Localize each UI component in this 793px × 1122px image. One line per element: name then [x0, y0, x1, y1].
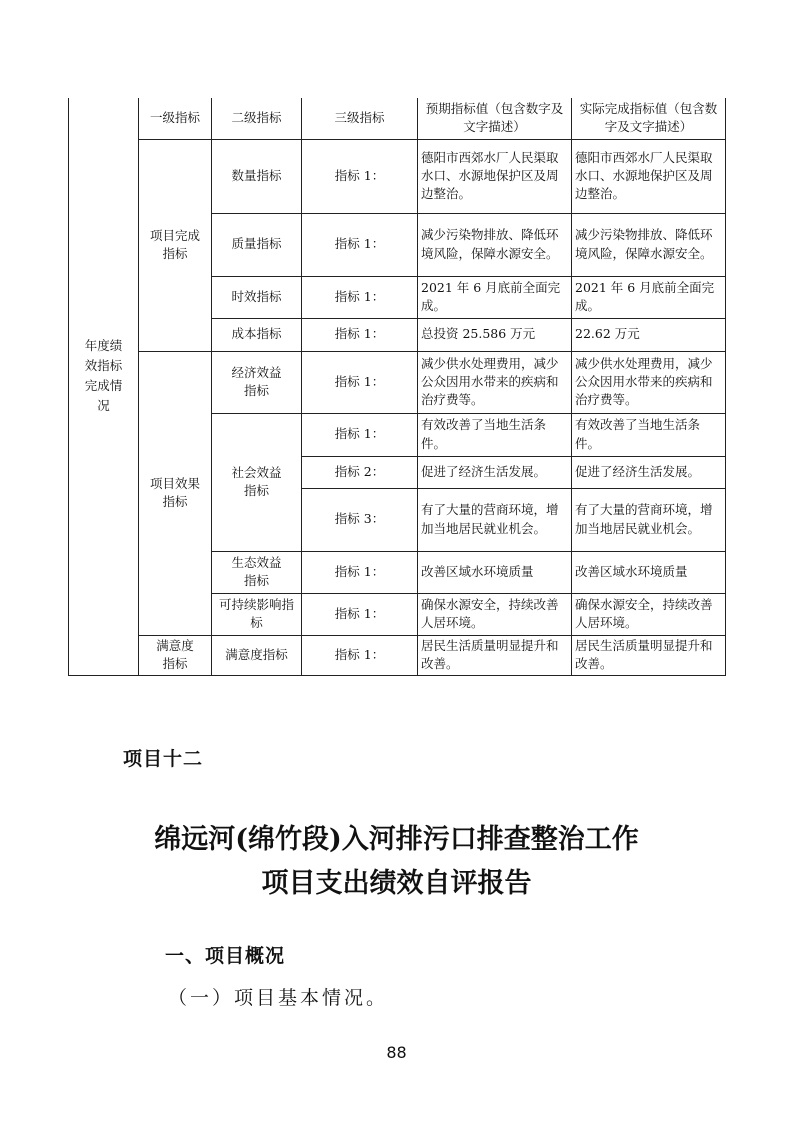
level3-cell: 指标 1：: [302, 318, 418, 351]
actual-cell: 促进了经济生活发展。: [572, 456, 726, 488]
expected-cell: 有效改善了当地生活条件。: [418, 413, 572, 456]
project-number: 项目十二: [123, 748, 204, 770]
actual-cell: 2021 年 6 月底前全面完成。: [572, 276, 726, 318]
expected-cell: 德阳市西郊水厂人民渠取水口、水源地保护区及周边整治。: [418, 139, 572, 213]
page-number: 88: [386, 1043, 407, 1062]
level2-cell: 社会效益指标: [212, 413, 302, 551]
level2-cell: 可持续影响指标: [212, 593, 302, 635]
expected-cell: 2021 年 6 月底前全面完成。: [418, 276, 572, 318]
report-title-line1: 绵远河(绵竹段)入河排污口排查整治工作: [154, 824, 639, 855]
level2-cell: 质量指标: [212, 213, 302, 276]
expected-cell: 居民生活质量明显提升和改善。: [418, 635, 572, 675]
actual-cell: 有效改善了当地生活条件。: [572, 413, 726, 456]
header-level2: 二级指标: [212, 98, 302, 139]
level2-cell: 时效指标: [212, 276, 302, 318]
group-effect: 项目效果指标: [139, 351, 212, 635]
header-level3: 三级指标: [302, 98, 418, 139]
expected-cell: 总投资 25.586 万元: [418, 318, 572, 351]
expected-cell: 减少污染物排放、降低环境风险，保障水源安全。: [418, 213, 572, 276]
performance-table: [68, 98, 726, 676]
level3-cell: 指标 1：: [302, 276, 418, 318]
level3-cell: 指标 1：: [302, 551, 418, 593]
actual-cell: 减少污染物排放、降低环境风险，保障水源安全。: [572, 213, 726, 276]
expected-cell: 减少供水处理费用，减少公众因用水带来的疾病和治疗费等。: [418, 351, 572, 413]
level3-cell: 指标 1：: [302, 139, 418, 213]
actual-cell: 德阳市西郊水厂人民渠取水口、水源地保护区及周边整治。: [572, 139, 726, 213]
level3-cell: 指标 1：: [302, 593, 418, 635]
level3-cell: 指标 3：: [302, 488, 418, 551]
level2-cell: 满意度指标: [212, 635, 302, 675]
report-title: [0, 818, 793, 906]
expected-cell: 改善区域水环境质量: [418, 551, 572, 593]
annual-performance-header: 年度绩效指标完成情况: [69, 98, 139, 675]
actual-cell: 22.62 万元: [572, 318, 726, 351]
actual-cell: 确保水源安全，持续改善人居环境。: [572, 593, 726, 635]
level3-cell: 指标 1：: [302, 213, 418, 276]
section-heading-overview: 一、项目概况: [165, 945, 286, 967]
actual-cell: 居民生活质量明显提升和改善。: [572, 635, 726, 675]
actual-cell: 有了大量的营商环境，增加当地居民就业机会。: [572, 488, 726, 551]
actual-cell: 减少供水处理费用，减少公众因用水带来的疾病和治疗费等。: [572, 351, 726, 413]
level3-cell: 指标 1：: [302, 351, 418, 413]
level3-cell: 指标 1：: [302, 635, 418, 675]
level2-cell: 生态效益指标: [212, 551, 302, 593]
expected-cell: 促进了经济生活发展。: [418, 456, 572, 488]
group-satisfaction: 满意度指标: [139, 635, 212, 675]
level3-cell: 指标 2：: [302, 456, 418, 488]
subsection-heading-basic-info: （一）项目基本情况。: [168, 987, 389, 1009]
group-completion: 项目完成指标: [139, 139, 212, 351]
report-title-line2: 项目支出绩效自评报告: [261, 868, 532, 899]
header-actual: 实际完成指标值（包含数字及文字描述）: [572, 98, 726, 139]
expected-cell: 有了大量的营商环境，增加当地居民就业机会。: [418, 488, 572, 551]
level2-cell: 数量指标: [212, 139, 302, 213]
actual-cell: 改善区域水环境质量: [572, 551, 726, 593]
header-level1: 一级指标: [139, 98, 212, 139]
level2-cell: 成本指标: [212, 318, 302, 351]
level3-cell: 指标 1：: [302, 413, 418, 456]
level2-cell: 经济效益指标: [212, 351, 302, 413]
header-expected: 预期指标值（包含数字及文字描述）: [418, 98, 572, 139]
expected-cell: 确保水源安全，持续改善人居环境。: [418, 593, 572, 635]
